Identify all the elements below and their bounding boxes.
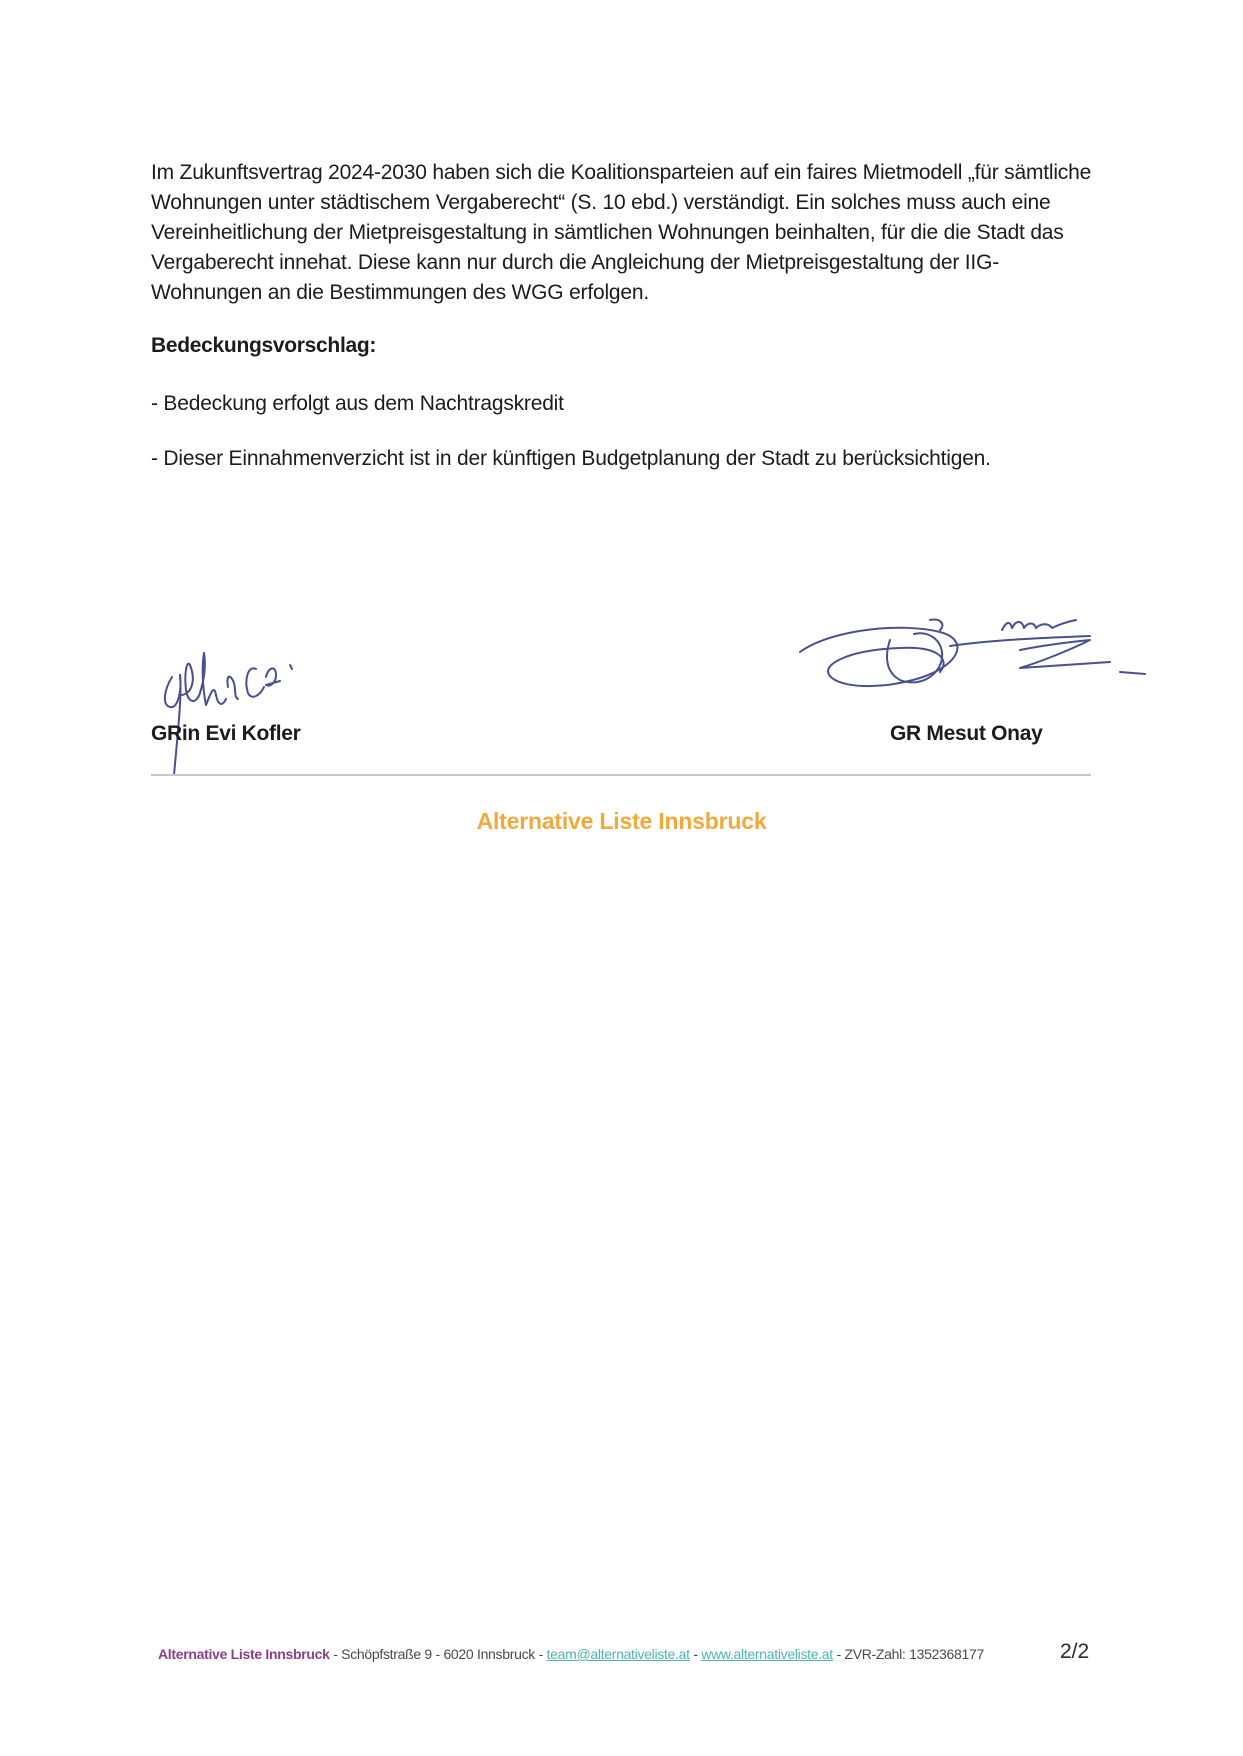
- footer-separator: -: [534, 1646, 547, 1662]
- organization-name: Alternative Liste Innsbruck: [476, 808, 767, 834]
- footer-separator: -: [329, 1646, 342, 1662]
- signature-right-image: [790, 610, 1160, 700]
- signature-divider: [151, 774, 1091, 776]
- bullet-item-1: - Bedeckung erfolgt aus dem Nachtragskredit: [151, 392, 564, 415]
- signature-left-image: [152, 635, 352, 785]
- signer-name-left: GRin Evi Kofler: [151, 722, 301, 745]
- page-number: 2/2: [1060, 1640, 1090, 1663]
- footer: [158, 1646, 984, 1662]
- footer-zvr: ZVR-Zahl: 1352368177: [844, 1646, 984, 1662]
- footer-email-link[interactable]: team@alternativeliste.at: [546, 1646, 690, 1662]
- signer-name-right: GR Mesut Onay: [890, 722, 1043, 745]
- coverage-heading: Bedeckungsvorschlag:: [151, 334, 377, 357]
- bullet-item-2: - Dieser Einnahmenverzicht ist in der künftigen Budgetplanung der Stadt zu berücksichtigen.: [151, 447, 991, 470]
- footer-separator: -: [832, 1646, 845, 1662]
- body-paragraph: Im Zukunftsvertrag 2024-2030 haben sich die Koalitionsparteien auf ein faires Mietmodell „für sämtliche Wohnungen unter städtischem Vergaberecht“ (S. 10 ebd.) verständigt. Ein solches muss auch eine Vereinheitlichung der Mietpreisgestaltung in sämtlichen Wohnungen beinhalten, für die die Stadt das Vergaberecht innehat. Diese kann nur durch die Angleichung der Mietpreisgestaltung der IIG-Wohnungen an die Bestimmungen des WGG erfolgen.: [151, 161, 1092, 304]
- footer-separator: -: [689, 1646, 702, 1662]
- footer-website-link[interactable]: www.alternativeliste.at: [701, 1646, 833, 1662]
- footer-org-name: Alternative Liste Innsbruck: [158, 1646, 330, 1662]
- footer-address: Schöpfstraße 9 - 6020 Innsbruck: [341, 1646, 535, 1662]
